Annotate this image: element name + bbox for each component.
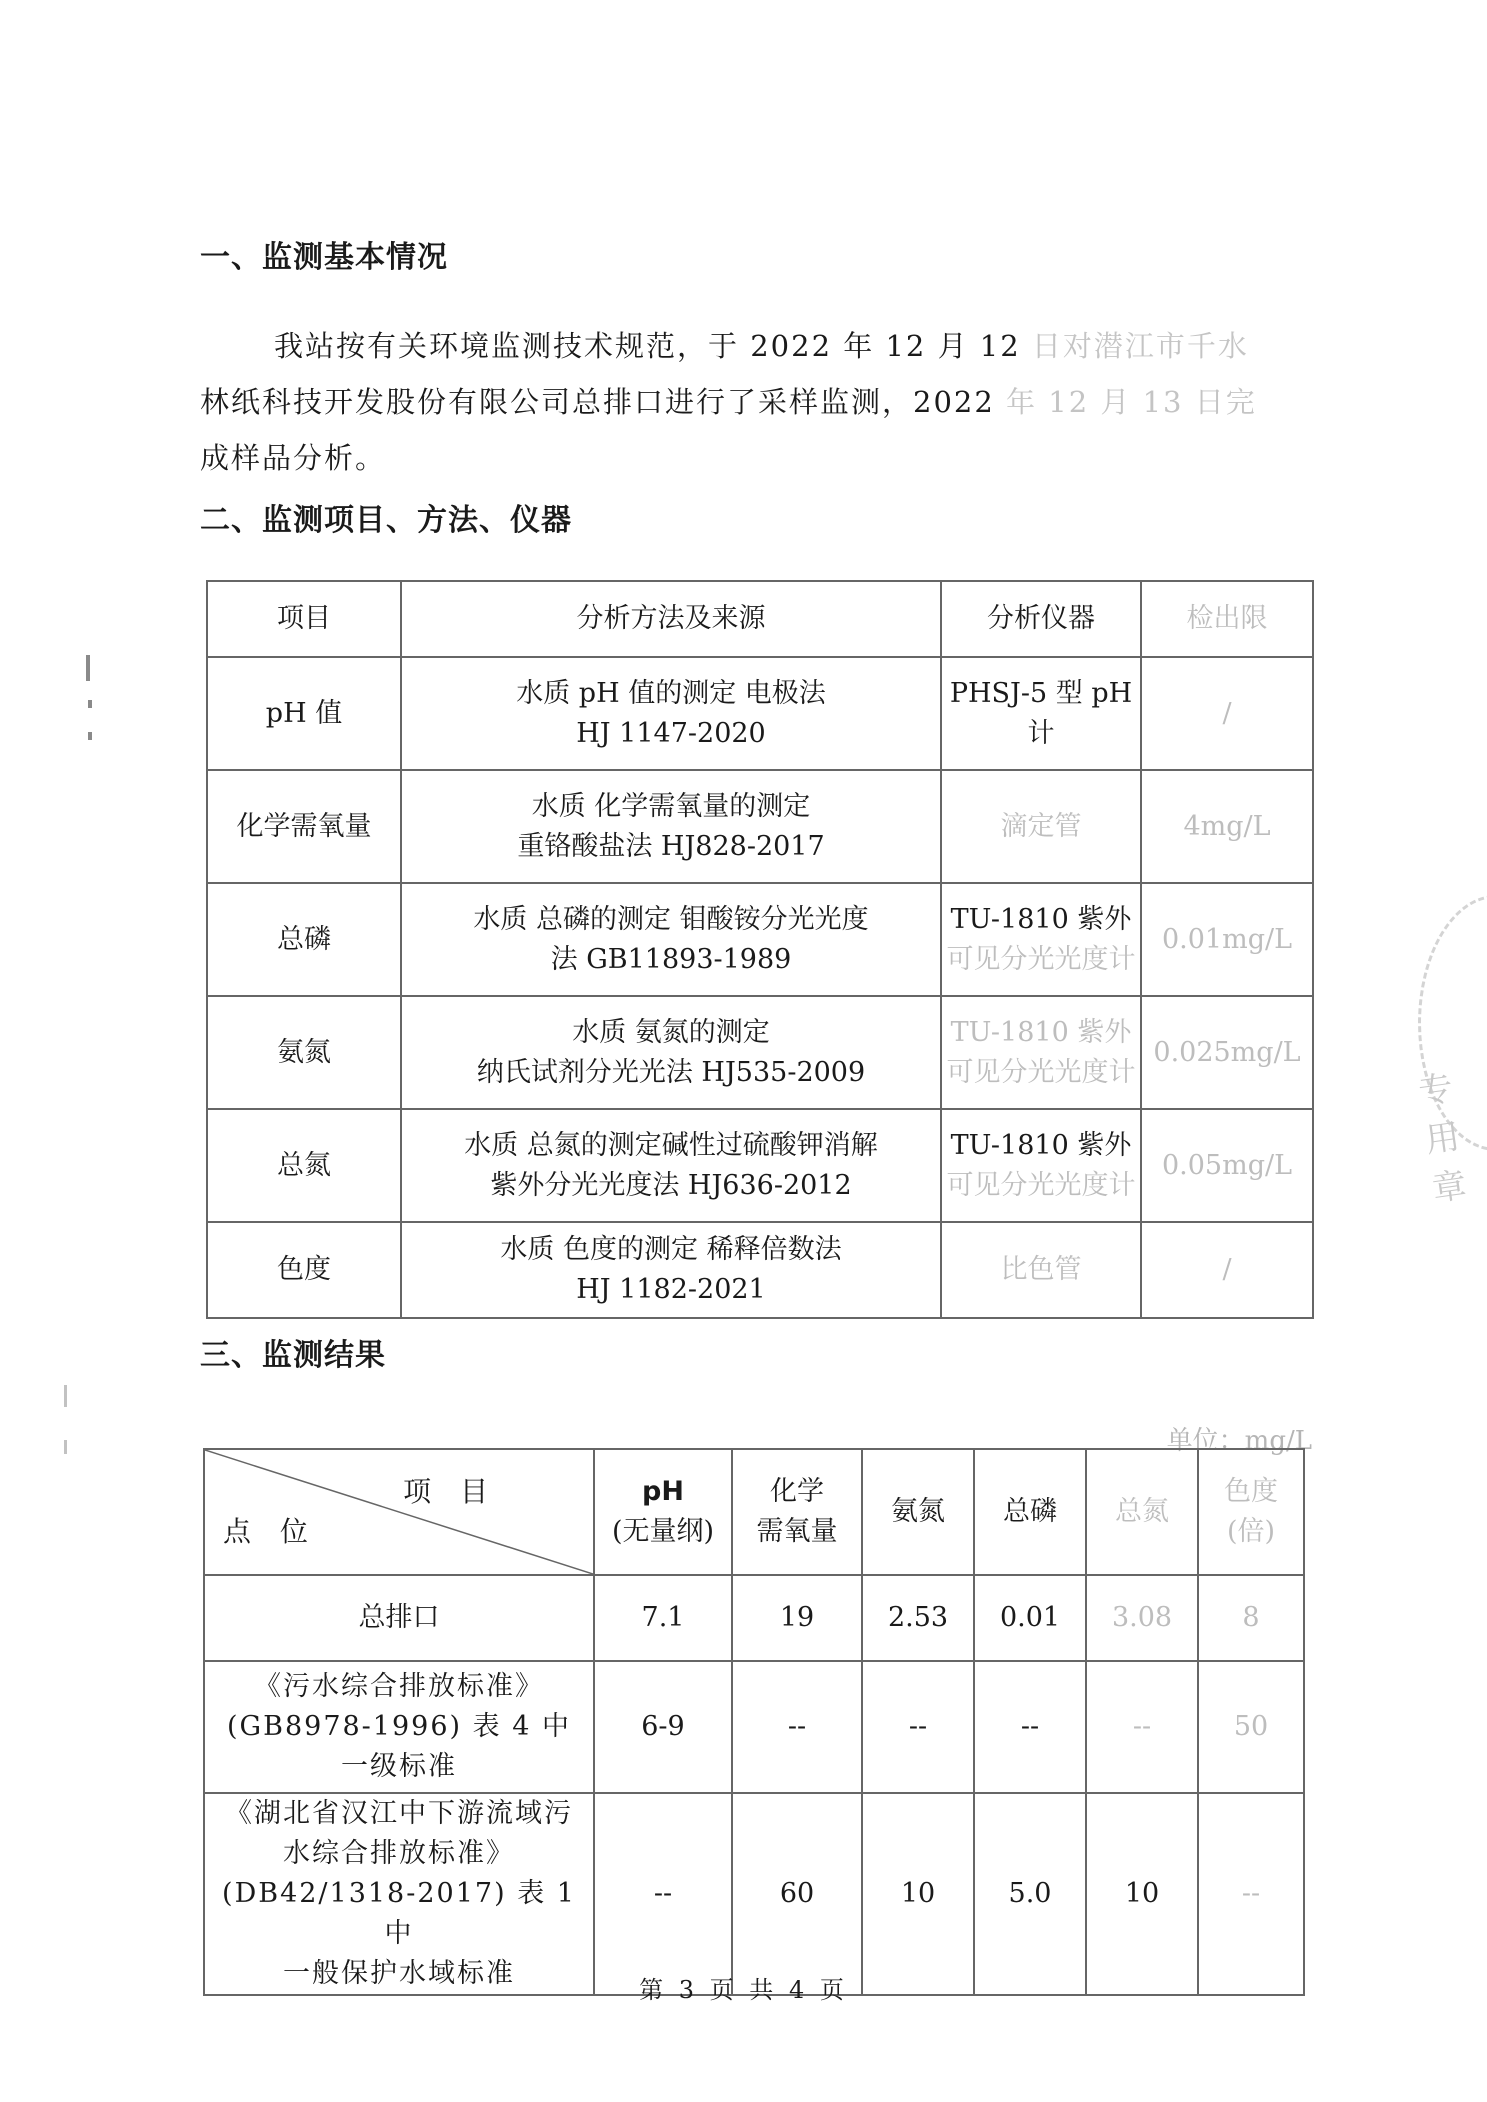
method-cell: 水质 色度的测定 稀释倍数法 HJ 1182-2021: [401, 1222, 941, 1318]
item-cell: 总磷: [207, 883, 401, 996]
paragraph-line-1-faded: 日对潜江市千水: [1031, 329, 1249, 363]
value-cell: --: [732, 1661, 862, 1793]
value-cell: 10: [1086, 1793, 1198, 1995]
item-cell: pH 值: [207, 657, 401, 770]
page-footer: 第 3 页 共 4 页: [639, 1976, 848, 2004]
item-cell: 化学需氧量: [207, 770, 401, 883]
value-cell: 3.08: [1086, 1575, 1198, 1661]
header-instrument: 分析仪器: [941, 581, 1141, 657]
table-row: [204, 1793, 1304, 1995]
instrument-cell: TU-1810 紫外 可见分光光度计: [941, 996, 1141, 1109]
limit-cell: /: [1141, 1222, 1313, 1318]
table-row: [207, 883, 1313, 996]
header-method: 分析方法及来源: [401, 581, 941, 657]
standard-cell: 《湖北省汉江中下游流域污 水综合排放标准》 (DB42/1318-2017) 表 1 中 一般保护水域标准: [204, 1793, 594, 1995]
column-header-phosphorus: 总磷: [974, 1449, 1086, 1575]
value-cell: 0.01: [974, 1575, 1086, 1661]
instrument-cell: TU-1810 紫外 可见分光光度计: [941, 1109, 1141, 1222]
column-header-cod: 化学 需氧量: [732, 1449, 862, 1575]
section-heading-basic-info: 一、监测基本情况: [200, 240, 448, 275]
instrument-cell: 比色管: [941, 1222, 1141, 1318]
instrument-cell: PHSJ-5 型 pH 计: [941, 657, 1141, 770]
corner-item-label: 项 目: [403, 1475, 498, 1508]
table-row: [207, 1109, 1313, 1222]
limit-cell: 0.025mg/L: [1141, 996, 1313, 1109]
value-cell: 19: [732, 1575, 862, 1661]
instrument-cell: TU-1810 紫外 可见分光光度计: [941, 883, 1141, 996]
limit-cell: 0.05mg/L: [1141, 1109, 1313, 1222]
method-cell: 水质 化学需氧量的测定 重铬酸盐法 HJ828-2017: [401, 770, 941, 883]
corner-site-label: 点 位: [223, 1515, 318, 1548]
value-cell: --: [1086, 1661, 1198, 1793]
column-header-ammonia: 氨氮: [862, 1449, 974, 1575]
header-detection-limit: 检出限: [1141, 581, 1313, 657]
method-cell: 水质 总氮的测定碱性过硫酸钾消解 紫外分光光度法 HJ636-2012: [401, 1109, 941, 1222]
value-cell: --: [1198, 1793, 1304, 1995]
results-table: [203, 1448, 1305, 1996]
paragraph-line-1: 我站按有关环境监测技术规范，于 2022 年 12 月 12: [274, 329, 1032, 363]
value-cell: --: [862, 1661, 974, 1793]
value-cell: 2.53: [862, 1575, 974, 1661]
value-cell: --: [974, 1661, 1086, 1793]
basic-info-paragraph: [200, 318, 1330, 486]
results-header-row: [204, 1449, 1304, 1575]
table-row: [207, 1222, 1313, 1318]
binding-mark: [88, 700, 92, 708]
value-cell: 6-9: [594, 1661, 732, 1793]
value-cell: 50: [1198, 1661, 1304, 1793]
unit-label: 单位：mg/L: [1166, 1426, 1312, 1456]
value-cell: 7.1: [594, 1575, 732, 1661]
section-heading-results: 三、监测结果: [200, 1338, 386, 1373]
value-cell: 60: [732, 1793, 862, 1995]
instrument-cell: 滴定管: [941, 770, 1141, 883]
item-cell: 氨氮: [207, 996, 401, 1109]
seal-text: 专用章: [1416, 1068, 1470, 1210]
column-header-ph: pH (无量纲): [594, 1449, 732, 1575]
site-cell: 总排口: [204, 1575, 594, 1661]
table-row: [204, 1575, 1304, 1661]
methods-header-row: [207, 581, 1313, 657]
standard-cell: 《污水综合排放标准》 (GB8978-1996) 表 4 中 一级标准: [204, 1661, 594, 1793]
value-cell: 8: [1198, 1575, 1304, 1661]
table-row: [207, 657, 1313, 770]
header-item: 项目: [207, 581, 401, 657]
limit-cell: 4mg/L: [1141, 770, 1313, 883]
method-cell: 水质 氨氮的测定 纳氏试剂分光光法 HJ535-2009: [401, 996, 941, 1109]
table-row: [207, 996, 1313, 1109]
item-cell: 总氮: [207, 1109, 401, 1222]
paragraph-line-2: 林纸科技开发股份有限公司总排口进行了采样监测，2022: [200, 385, 1007, 419]
table-row: [207, 770, 1313, 883]
binding-mark: [64, 1385, 67, 1407]
limit-cell: 0.01mg/L: [1141, 883, 1313, 996]
column-header-nitrogen: 总氮: [1086, 1449, 1198, 1575]
method-cell: 水质 总磷的测定 钼酸铵分光光度 法 GB11893-1989: [401, 883, 941, 996]
binding-mark: [64, 1440, 67, 1454]
method-cell: 水质 pH 值的测定 电极法 HJ 1147-2020: [401, 657, 941, 770]
corner-header: [204, 1449, 594, 1575]
value-cell: --: [594, 1793, 732, 1995]
paragraph-line-3: 成样品分析。: [200, 441, 387, 475]
section-heading-methods: 二、监测项目、方法、仪器: [200, 503, 572, 538]
value-cell: 5.0: [974, 1793, 1086, 1995]
item-cell: 色度: [207, 1222, 401, 1318]
binding-mark: [86, 655, 90, 681]
paragraph-line-2-faded: 年 12 月 13 日完: [1006, 385, 1257, 419]
value-cell: 10: [862, 1793, 974, 1995]
table-row: [204, 1661, 1304, 1793]
limit-cell: /: [1141, 657, 1313, 770]
binding-mark: [88, 732, 92, 740]
column-header-color: 色度 (倍): [1198, 1449, 1304, 1575]
methods-table: [206, 580, 1314, 1319]
